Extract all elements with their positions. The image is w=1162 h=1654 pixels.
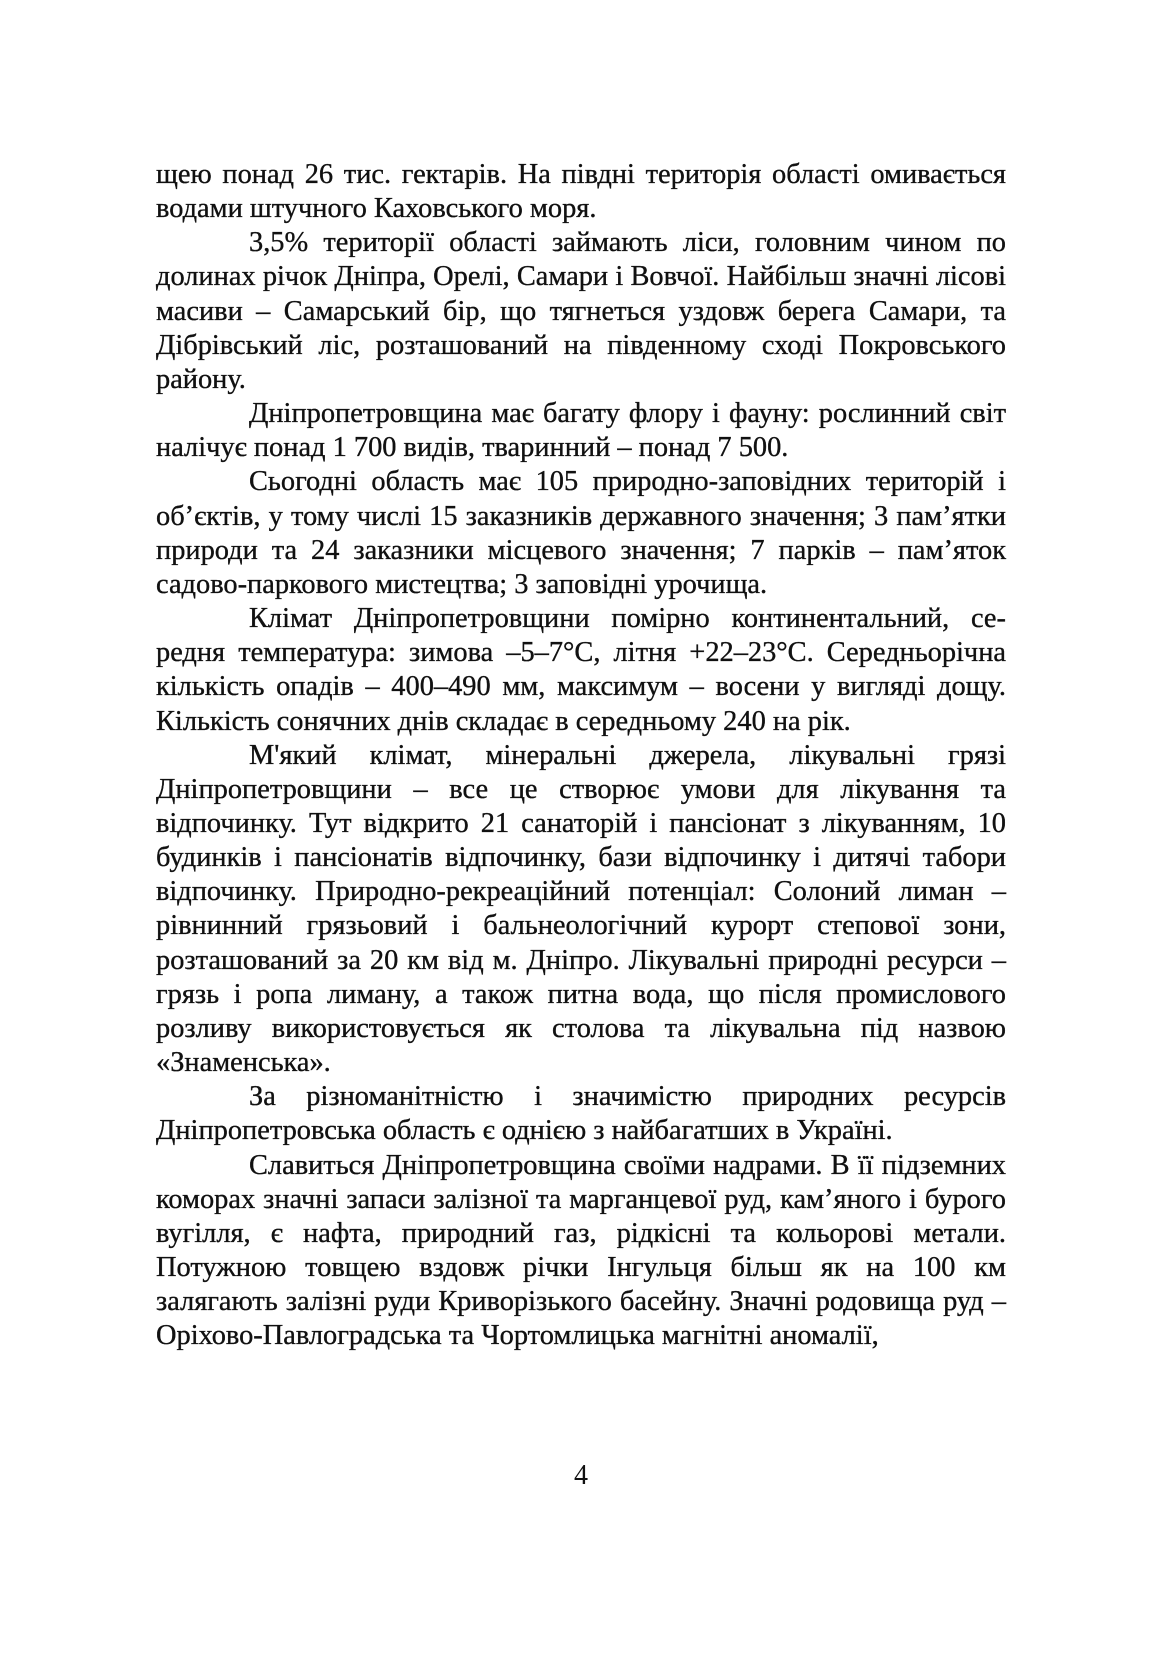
paragraph-mineral-resources: Славиться Дніпропетровщина своїми надрами. В її підземних коморах значні запаси залізної та марганцевої руд, кам’яного і бурого вугілля, є нафта, природний газ, рідкісні та кольорові метали. Потужною товщею вздовж річки Інгульця більш як на 100 км залягають залізні руди Криворізького басейну. Значні родовища руд – Оріхово-Павлоградська та Чортомлицька магнітні аномалії, (156, 1149, 1006, 1352)
paragraph-forests: 3,5% території області займають ліси, головним чином по долинах річок Дніпра, Орелі, Самари і Вовчої. Найбільш значні лісові масиви – Самарський бір, що тягнеться уздовж берега Самари, та Дібрівський ліс, розташований на південному сході Покровського району. (156, 227, 1006, 395)
paragraph-protected-areas: Сьогодні область має 105 природно-заповідних територій і об’єктів, у тому числі 15 заказників державного значення; 3 пам’ятки природи та 24 заказники місцевого значення; 7 парків – пам’яток садово-паркового мистецтва; 3 заповідні урочища. (156, 466, 1006, 600)
paragraph-natural-resources: За різноманітністю і значимістю природних ресурсів Дніпропетровська область є однією з найбагатших в Україні. (156, 1081, 1006, 1147)
body-text (156, 158, 1006, 1353)
paragraph-flora-fauna: Дніпропетровщина має багату флору і фауну: рослинний світ налічує понад 1 700 видів, тваринний – понад 7 500. (156, 398, 1006, 464)
page-number: 4 (574, 1460, 588, 1491)
paragraph-recreation: М'який клімат, мінеральні джерела, лікувальні грязі Дніпропетровщини – все це створює умови для лікування та відпочинку. Тут відкрито 21 санаторій і пансіонат з лікуванням, 10 будинків і пансіонатів відпочинку, бази відпочинку і дитячі табори відпочинку. Природно-рекреаційний потенціал: Солоний лиман – рівнинний грязьовий і бальнеологічний курорт степової зони, розташований за 20 км від м. Дніпро. Лікувальні природні ресурси – грязь і ропа лиману, а також питна вода, що після промислового розливу використовується як столова та лікувальна під назвою «Знаменська». (156, 739, 1006, 1079)
paragraph-climate: Клімат Дніпропетровщини помірно континентальний, середня температура: зимова –5–7°С, літня +22–23°С. Середньорічна кількість опадів – 400–490 мм, максимум – восени у вигляді дощу. Кількість сонячних днів складає в середньому 240 на рік. (156, 603, 1006, 737)
paragraph-continuation: щею понад 26 тис. гектарів. На півдні територія області омивається водами штучного Каховського моря. (156, 159, 1006, 225)
